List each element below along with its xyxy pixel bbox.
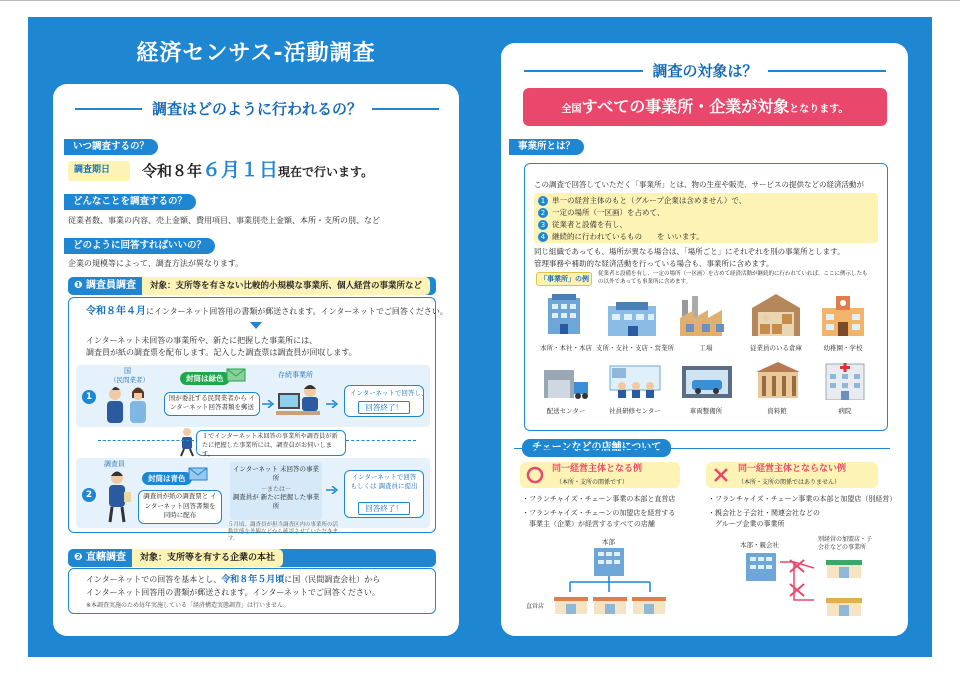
or-label: －または－ <box>260 486 291 493</box>
same-entity-title: 同一経営主体となる例 <box>552 464 643 474</box>
date-label: 調査期日 <box>74 165 111 175</box>
target-banner: 全国すべての事業所・企業が対象となります。 <box>523 88 887 126</box>
arrow-right-icon <box>262 400 274 408</box>
arrow-right-icon <box>326 400 338 408</box>
flow2-footnote: ５月頃、調査員が担当調査区内の事業所の活動状態を外観などから確認させていただきます。 <box>228 522 339 542</box>
down-arrow <box>250 322 262 329</box>
hq-store-connectors <box>560 576 660 592</box>
chain-section-title: チェーンなどの店舗について <box>522 439 671 457</box>
condition-item: 3 従業者と設備を有し、 <box>538 219 746 231</box>
conditions-list <box>538 195 746 243</box>
example-tag: 「事業所」の例 <box>540 275 589 283</box>
circle-mark-icon <box>526 466 544 484</box>
right-section-title: 調査の対象は？ <box>524 60 886 81</box>
definition-note-1: 同じ組織であっても、場所が異なる場合は、「場所ごと」にそれぞれを別の事業所とします。 <box>534 247 845 256</box>
store-icon <box>554 592 588 614</box>
flow1-number: 1 <box>82 390 96 404</box>
parent-company-label: 本部・親会社 <box>740 541 779 549</box>
government-staff-icon <box>102 386 152 424</box>
warehouse-icon <box>752 294 800 336</box>
new-office-text: 調査員が 新たに把握した事業所 <box>232 493 320 510</box>
store-icon <box>632 592 666 614</box>
arrow-right-icon <box>326 486 338 494</box>
option-text: インターネットで回答 もしくは 調査員に提出 <box>350 473 418 490</box>
hospital-icon <box>822 360 868 400</box>
office-label: 存続事業所 <box>278 371 313 379</box>
establishment-definition-pill: 事業所とは？ <box>509 139 584 155</box>
green-envelope-tag: 封筒は緑色 <box>180 372 230 385</box>
crossed-connectors <box>780 556 826 606</box>
method2-line1: インターネットでの回答を基本とし、令和８年５月頃に国（民間調査会社）から <box>86 575 381 585</box>
method1-line2: インターネット未回答の事業所や、新たに把握した事業所には、 <box>86 336 318 345</box>
envelope-icon <box>188 466 208 482</box>
done-text-1: インターネットで回答し、 <box>350 389 428 397</box>
survey-date: 令和８年６月１日現在で行います。 <box>142 159 374 181</box>
different-entity-sub: （本所・支所の関係ではありません） <box>738 479 841 486</box>
different-entity-item: ・フランチャイズ・チェーン事業の本部と加盟店（別経営） <box>708 495 897 503</box>
different-entity-item: ・親会社と子会社・関連会社などの <box>708 509 820 517</box>
example-caption: 工場 <box>699 344 713 352</box>
separate-business-label: 別経営の加盟店・子会社などの事業所 <box>818 536 873 551</box>
vehicle-maintenance-icon <box>680 362 734 400</box>
left-section-title: 調査はどのように行われるの？ <box>75 98 439 119</box>
condition-item: 2 一定の場所（一区画）を占めて、 <box>538 207 746 219</box>
factory-icon <box>678 296 734 336</box>
head-office-icon <box>544 294 584 336</box>
how-answer: 企業の規模等によって、調査方法が異なります。 <box>68 259 244 268</box>
museum-icon <box>754 360 802 400</box>
distribution-center-icon <box>542 362 590 400</box>
distribute-text: 調査員が紙の調査票と インターネット回答書類を 同時に配布 <box>143 492 217 519</box>
headquarters-icon <box>592 546 626 576</box>
hq-label: 本部 <box>602 538 615 546</box>
blue-envelope-tag: 封筒は青色 <box>142 472 192 485</box>
office-worker-icon <box>276 381 322 421</box>
franchise-store-icon <box>826 554 862 578</box>
condition-item: 1 単一の経営主体のもと（グループ企業は含めません）で、 <box>538 195 746 207</box>
enumerator-walking-icon <box>178 427 196 457</box>
method2-header: ❷ 直轄調査 対象：支所等を有する企業の本社 <box>68 549 436 567</box>
definition-intro: この調査で回答していただく「事業所」とは、物の生産や販売、サービスの提供などの経済活動が <box>534 180 864 189</box>
example-caption: 配送センター <box>546 407 586 415</box>
direct-store-label: 直営店 <box>526 603 545 610</box>
enumerator-label: 調査員 <box>104 460 125 468</box>
example-caption: 幼稚園・学校 <box>823 344 863 352</box>
question-how: どのように回答すればいいの？ <box>64 238 215 254</box>
method1-line3: 調査員が紙の調査票を配布します。記入した調査票は調査員が回収します。 <box>86 348 357 357</box>
condition-item: 4 継続的に行われているもの を いいます。 <box>538 231 746 243</box>
different-entity-item: グループ企業の事業所 <box>708 520 785 528</box>
method2-note: ※本調査実施のため毎年実施している「経済構造実態調査」は行いません。 <box>86 602 290 609</box>
answer-complete-badge-2: 回答終了！ <box>358 502 410 515</box>
question-when: いつ調査するの？ <box>64 139 158 155</box>
unanswered-title: インターネット 未回答の事業所 <box>233 465 319 482</box>
flow2-number: 2 <box>82 488 96 502</box>
gov-label: 国 <box>124 367 131 375</box>
chain-divider <box>514 448 890 449</box>
school-icon <box>820 296 866 336</box>
mail-text: 国が委託する民間業者から インターネット回答書類を郵送 <box>168 394 256 411</box>
top-rule <box>0 0 960 1</box>
example-caption: 資料館 <box>767 407 787 415</box>
same-entity-sub: （本所・支所の関係です） <box>556 479 629 486</box>
example-caption: 従業員のいる倉庫 <box>750 344 802 352</box>
example-caption: 本所・本社・本店 <box>540 344 592 352</box>
flow-connector-left <box>98 440 194 441</box>
same-entity-item: 事業主（企業）が経営するすべての店舗 <box>522 520 655 528</box>
method1-header: ❶ 調査員調査 対象：支所等を有さない比較的小規模な事業所、個人経営の事業所など <box>68 277 436 295</box>
example-caption: 病院 <box>838 407 852 415</box>
enumerator-icon <box>102 470 132 524</box>
branch-office-icon <box>606 300 658 336</box>
training-center-icon <box>608 362 662 400</box>
method2-line2: インターネット回答用の書類が郵送されます。インターネットでご回答ください。 <box>86 588 380 597</box>
example-note: 従業者と設備を有し、一定の場所（一区画）を占めて経済活動が継続的に行われていれば、ここに例示したもの以外であっても事業所に含めます。 <box>598 271 868 285</box>
parent-company-icon <box>744 551 778 581</box>
definition-note-2: 管理事務や補助的な経済活動を行っている場合も、事業所に含めます。 <box>534 259 774 268</box>
gov-sub: （民間業者） <box>110 376 149 384</box>
flow-connector-right <box>346 440 416 441</box>
example-caption: 社員研修センター <box>609 407 661 415</box>
survey-items: 従業者数、事業の内容、売上金額、費用項目、事業別売上金額、本所・支所の別、など <box>68 216 380 225</box>
store-icon <box>593 592 627 614</box>
envelope-icon <box>226 367 246 383</box>
question-what: どんなことを調査するの？ <box>64 194 196 210</box>
answer-complete-badge-1: 回答終了！ <box>358 401 410 414</box>
same-entity-item: ・フランチャイズ・チェーンの加盟店を経営する <box>522 509 676 517</box>
cross-mark-icon <box>712 466 730 484</box>
method1-line1: 令和８年４月にインターネット回答用の書類が郵送されます。インターネットでご回答ください。 <box>86 306 448 317</box>
affiliate-store-icon <box>826 592 862 616</box>
example-caption: 支所・支社・支店・営業所 <box>596 344 674 352</box>
example-caption: 車両整備所 <box>689 407 723 415</box>
middle-note: １でインターネット未回答の事業所や調査員が新たに把握した事業所には、調査員がお伺いします。 <box>202 433 338 458</box>
same-entity-item: ・フランチャイズ・チェーン事業の本部と直営店 <box>522 495 676 503</box>
different-entity-title: 同一経営主体とならない例 <box>738 464 847 474</box>
page-title: 経済センサス‐活動調査 <box>136 41 376 66</box>
